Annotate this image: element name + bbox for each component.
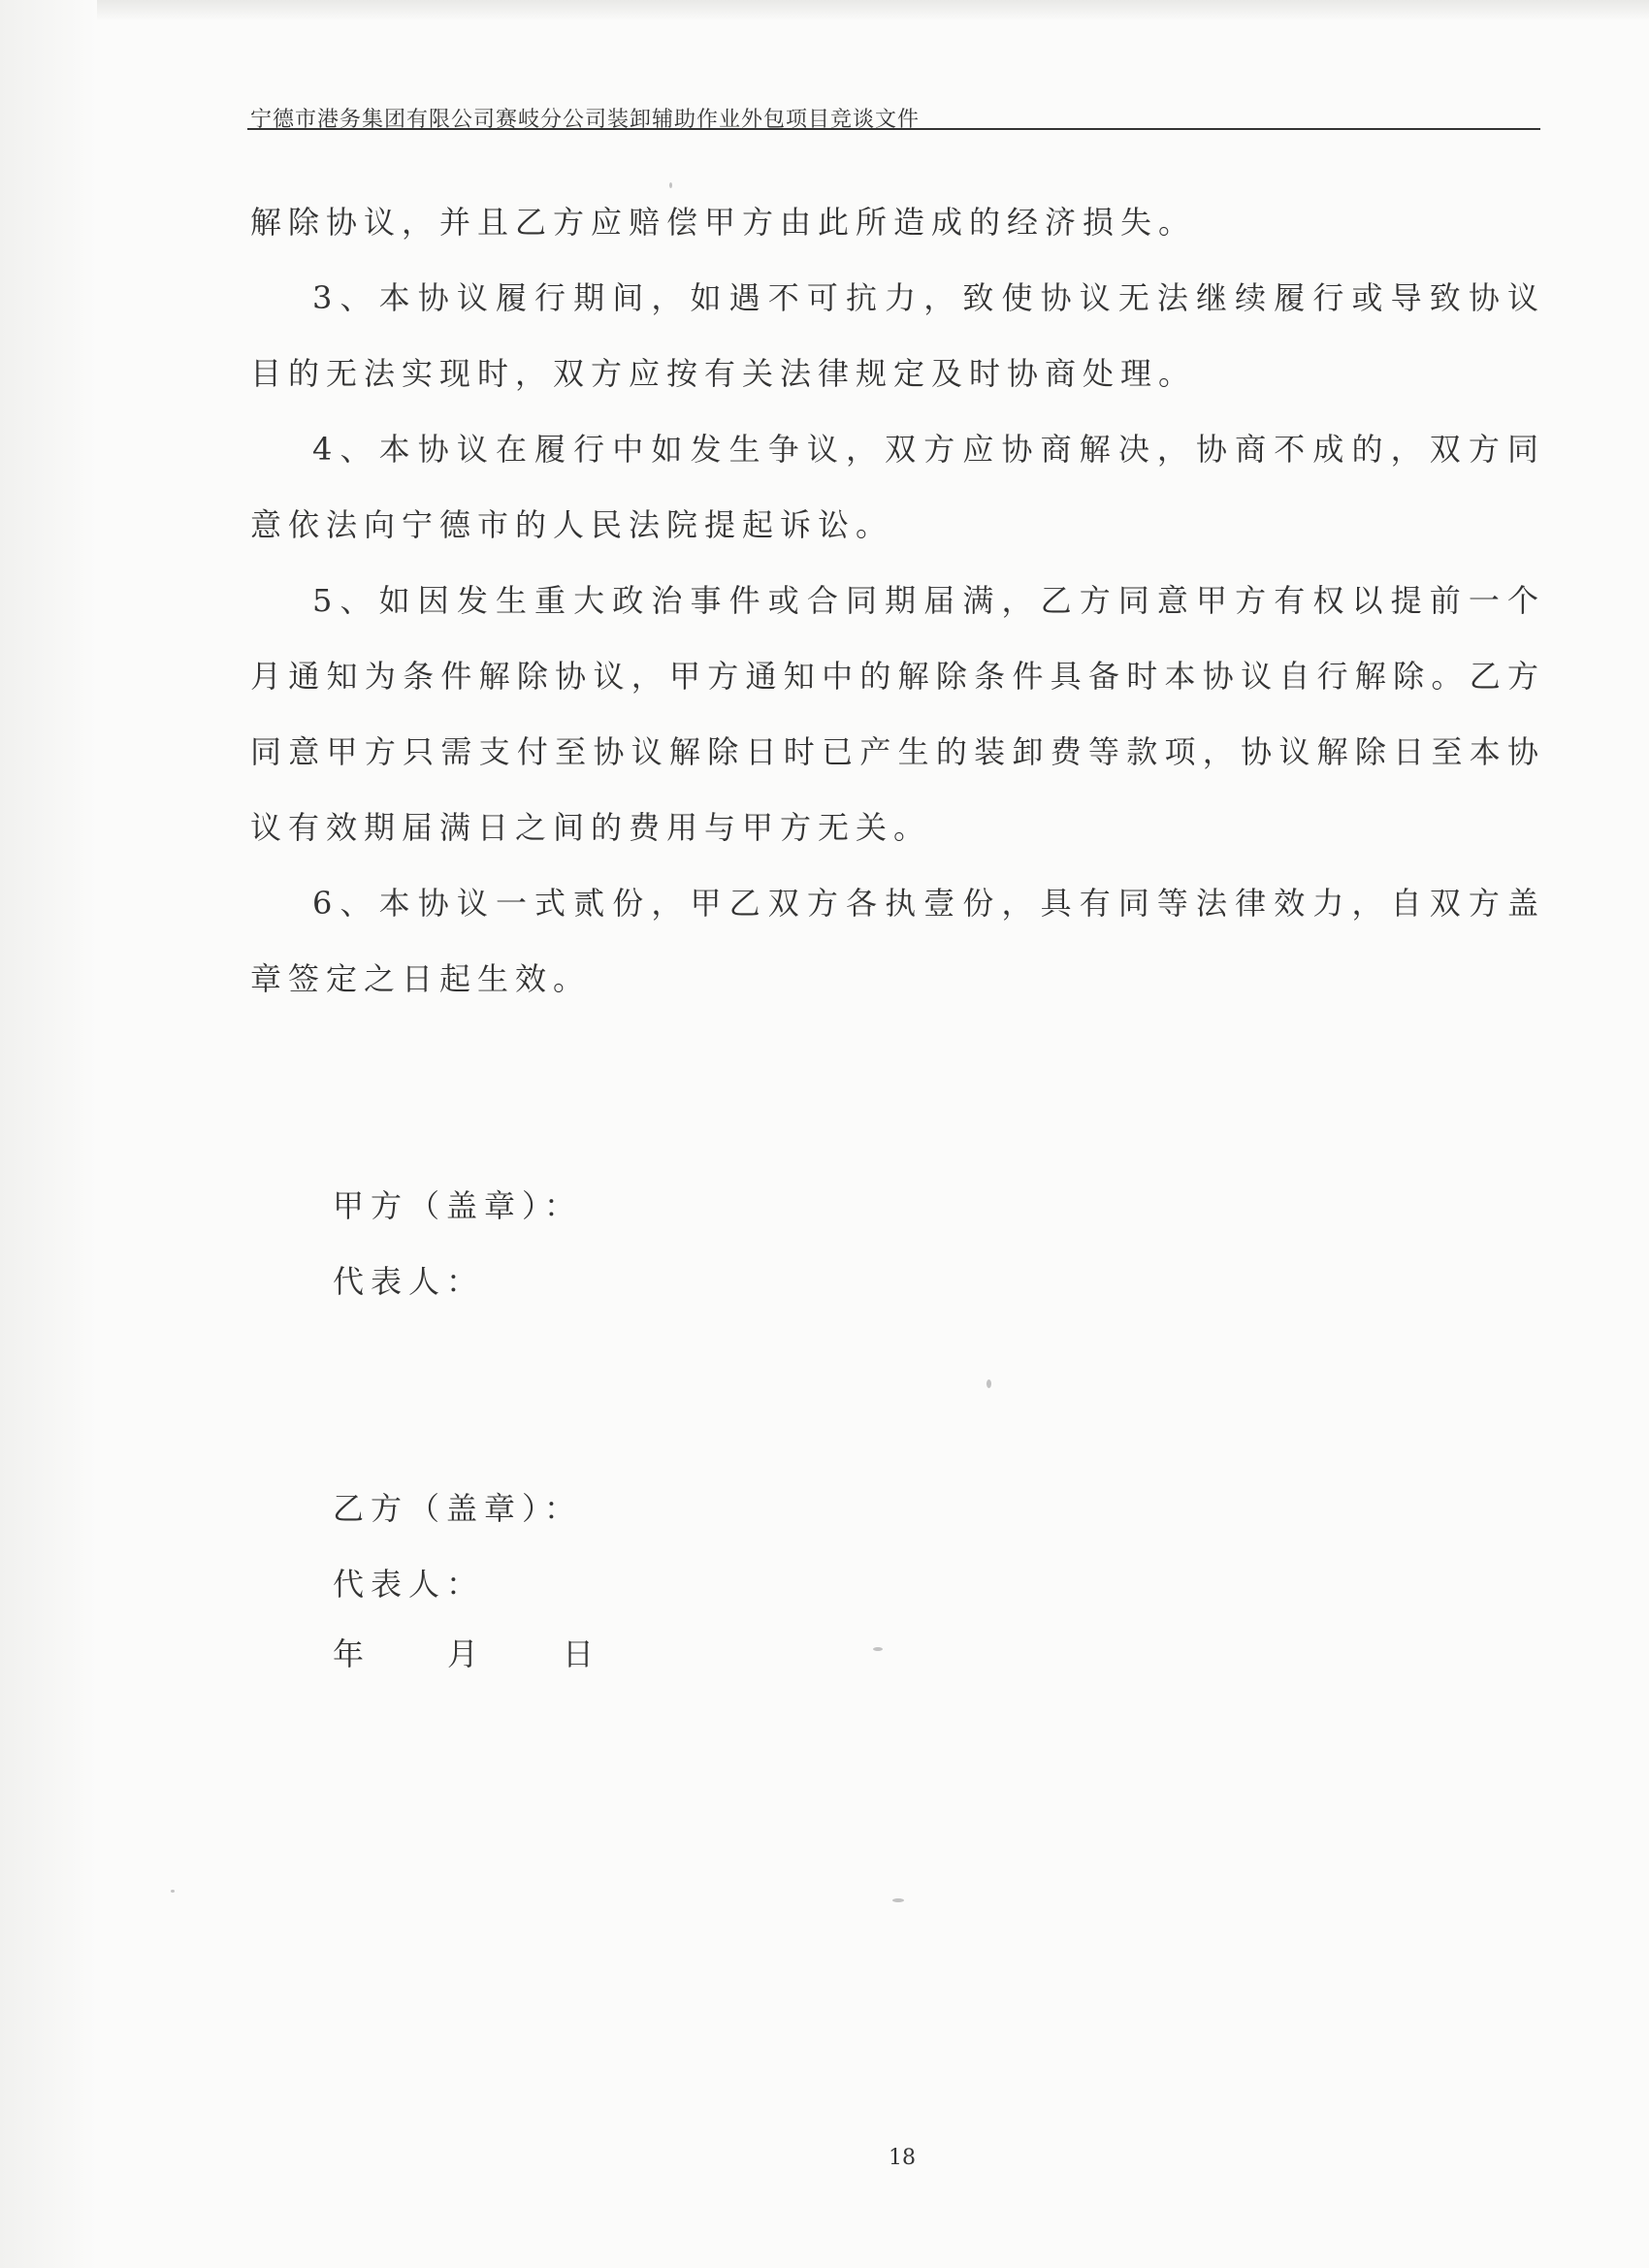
scan-speck (873, 1647, 883, 1651)
scan-speck (892, 1898, 904, 1902)
scan-speck (669, 182, 672, 188)
scan-shadow-left (0, 0, 97, 2268)
scan-shadow-top (0, 0, 1649, 21)
header-rule (247, 128, 1540, 130)
party-a-representative-label: 代表人： (333, 1263, 485, 1300)
body-text (250, 184, 1545, 1017)
date-month-label: 月 (447, 1636, 479, 1672)
date-day-label: 日 (563, 1636, 595, 1672)
party-b-seal-label: 乙方（盖章）： (333, 1490, 583, 1527)
party-a-seal-label: 甲方（盖章）： (333, 1187, 583, 1224)
page-number: 18 (889, 2146, 916, 2170)
party-b-representative-label: 代表人： (333, 1566, 485, 1603)
scan-speck (171, 1890, 175, 1893)
paragraph-clause-3: 3、本协议履行期间，如遇不可抗力，致使协议无法继续履行或导致协议目的无法实现时，双方应按有关法律规定及时协商处理。 (250, 279, 1545, 392)
paragraph-clause-5: 5、如因发生重大政治事件或合同期届满，乙方同意甲方有权以提前一个月通知为条件解除协议，甲方通知中的解除条件具备时本协议自行解除。乙方同意甲方只需支付至协议解除日时已产生的装卸费等款项，协议解除日至本协议有效期届满日之间的费用与甲方无关。 (250, 582, 1545, 846)
paragraph-continuation: 解除协议，并且乙方应赔偿甲方由此所造成的经济损失。 (250, 204, 1197, 241)
date-year-label: 年 (333, 1636, 365, 1672)
paragraph-clause-6: 6、本协议一式贰份，甲乙双方各执壹份，具有同等法律效力，自双方盖章签定之日起生效。 (250, 885, 1545, 997)
header-title: 宁德市港务集团有限公司赛岐分公司装卸辅助作业外包项目竞谈文件 (250, 108, 921, 132)
scan-speck (986, 1379, 991, 1388)
paragraph-clause-4: 4、本协议在履行中如发生争议，双方应协商解决，协商不成的，双方同意依法向宁德市的人民法院提起诉讼。 (250, 431, 1545, 543)
